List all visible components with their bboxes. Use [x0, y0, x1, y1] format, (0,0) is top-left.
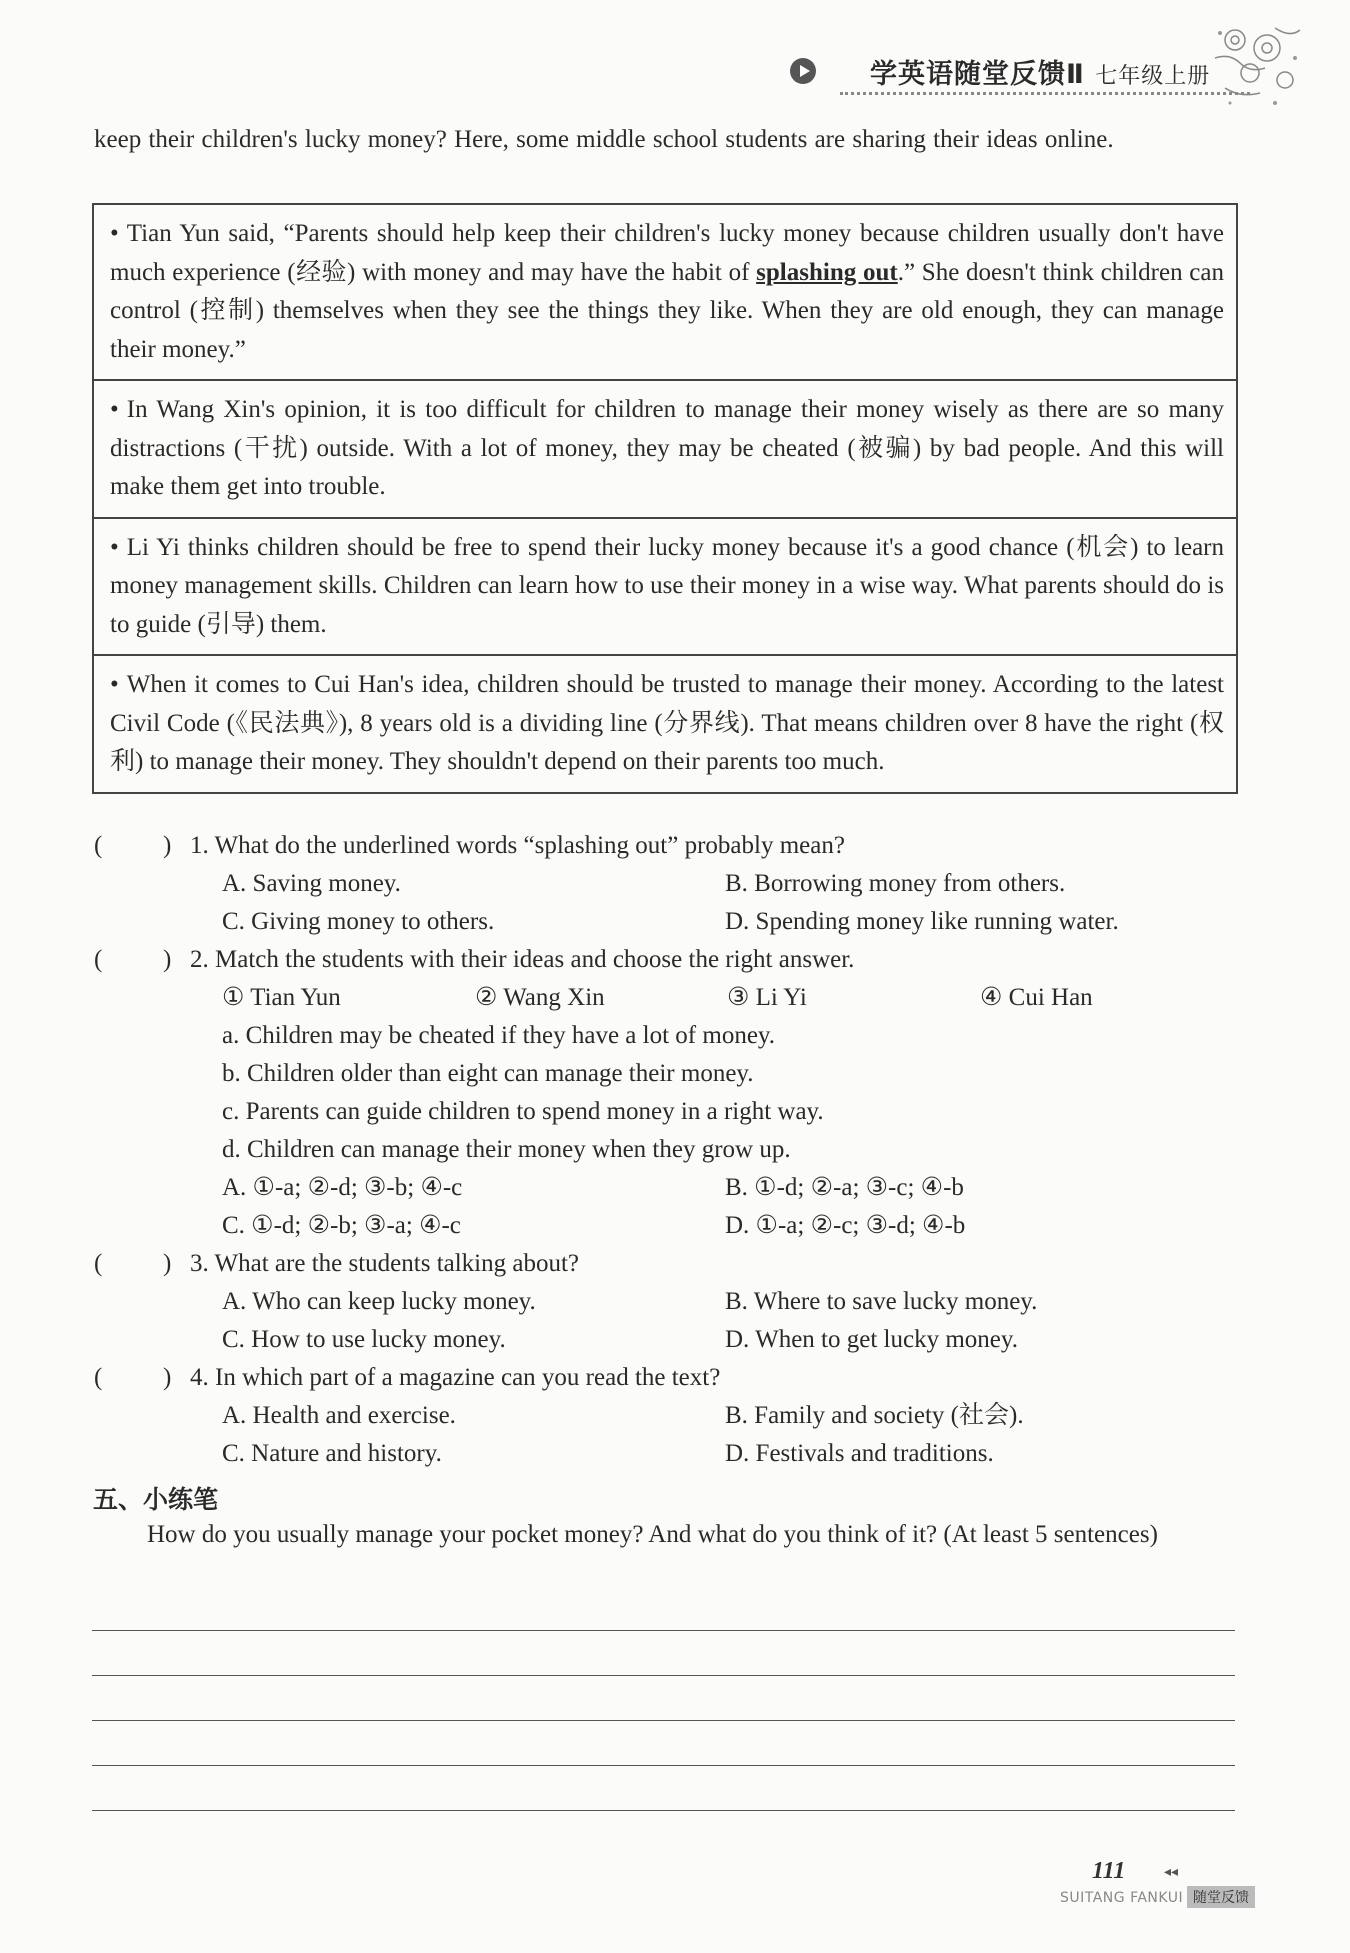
- opinion-tian-yun: [94, 205, 1236, 379]
- answer-paren-open[interactable]: (: [94, 832, 103, 859]
- option-d: D. Festivals and traditions.: [725, 1440, 994, 1467]
- idea-text: a. Children may be cheated if they have a lot of money.: [222, 1022, 776, 1049]
- bullet-icon: •: [110, 671, 119, 698]
- bullet-icon: •: [110, 220, 119, 247]
- opinion-text: In Wang Xin's opinion, it is too difficult for children to manage their money wisely as there are so many distractions (干扰) outside. With a lot of money, they may be cheated (被骗) by bad people. And this will make them get into trouble.: [110, 396, 1224, 500]
- idea-text: d. Children can manage their money when they grow up.: [222, 1136, 791, 1163]
- answer-paren-open[interactable]: (: [94, 1364, 103, 1391]
- option-b: B. ①-d; ②-a; ③-c; ④-b: [725, 1174, 964, 1201]
- footer-tag: 随堂反馈: [1187, 1886, 1255, 1908]
- option-a: A. Saving money.: [222, 870, 401, 897]
- option-d: D. ①-a; ②-c; ③-d; ④-b: [725, 1212, 966, 1239]
- option-d: D. Spending money like running water.: [725, 908, 1119, 935]
- bullet-icon: •: [110, 396, 119, 423]
- option-a: A. Health and exercise.: [222, 1402, 456, 1429]
- footer-brand: SUITANG FANKUI: [1060, 1890, 1184, 1906]
- opinions-box: [92, 203, 1238, 794]
- answer-paren-close: ): [163, 1250, 172, 1277]
- writing-line[interactable]: [92, 1630, 1235, 1631]
- student-name: ② Wang Xin: [475, 984, 605, 1011]
- play-icon: [790, 58, 816, 84]
- idea-text: c. Parents can guide children to spend money in a right way.: [222, 1098, 824, 1125]
- flower-decoration-icon: [1205, 18, 1315, 118]
- opinion-text: Li Yi thinks children should be free to spend their lucky money because it's a good chance (机会) to learn money management skills. Children can learn how to use their money in a wise way. What parents should do is to guide (引导) them.: [110, 533, 1224, 638]
- answer-paren-close: ): [163, 946, 172, 973]
- opinion-cui-han: [94, 654, 1236, 792]
- question-stem: 4. In which part of a magazine can you read the text?: [190, 1364, 721, 1391]
- bullet-icon: •: [110, 533, 119, 561]
- answer-paren-close: ): [163, 832, 172, 859]
- option-c: C. ①-d; ②-b; ③-a; ④-c: [222, 1212, 461, 1239]
- book-title: [870, 52, 1210, 91]
- question-stem: 1. What do the underlined words “splashing out” probably mean?: [190, 832, 845, 859]
- writing-line[interactable]: [92, 1720, 1235, 1721]
- question-stem: 3. What are the students talking about?: [190, 1250, 580, 1277]
- option-c: C. Nature and history.: [222, 1440, 442, 1467]
- opinion-wang-xin: [94, 379, 1236, 517]
- page-number: 111: [1092, 1858, 1126, 1884]
- underlined-phrase: splashing out: [756, 258, 898, 286]
- idea-text: b. Children older than eight can manage their money.: [222, 1060, 754, 1087]
- arrow-left-icon: ◂◂: [1164, 1865, 1179, 1880]
- writing-prompt: How do you usually manage your pocket money? And what do you think of it? (At least 5 sentences): [147, 1521, 1158, 1548]
- option-c: C. Giving money to others.: [222, 908, 495, 935]
- option-c: C. How to use lucky money.: [222, 1326, 506, 1353]
- grade-label: 七年级上册: [1095, 64, 1211, 89]
- option-b: B. Where to save lucky money.: [725, 1288, 1038, 1315]
- option-a: A. Who can keep lucky money.: [222, 1288, 536, 1315]
- writing-line[interactable]: [92, 1810, 1235, 1811]
- option-a: A. ①-a; ②-d; ③-b; ④-c: [222, 1174, 463, 1201]
- student-name: ③ Li Yi: [727, 984, 807, 1011]
- opinion-li-yi: [94, 517, 1236, 655]
- answer-paren-close: ): [163, 1364, 172, 1391]
- option-b: B. Borrowing money from others.: [725, 870, 1066, 897]
- header-divider: [840, 92, 1250, 95]
- opinion-text-before: Tian Yun said, “Parents should help keep their children's lucky money because children usually don't have much experience (经验) with money and may have the habit of: [110, 220, 1224, 286]
- writing-line[interactable]: [92, 1675, 1235, 1676]
- answer-paren-open[interactable]: (: [94, 946, 103, 973]
- student-name: ④ Cui Han: [980, 984, 1093, 1011]
- opinion-text: When it comes to Cui Han's idea, children should be trusted to manage their money. According to the latest Civil Code (《民法典》), 8 years old is a dividing line (分界线). That means children over 8 have the right (权利) to manage their money. They shouldn't depend on their parents too much.: [110, 671, 1224, 775]
- option-d: D. When to get lucky money.: [725, 1326, 1018, 1353]
- student-name: ① Tian Yun: [222, 984, 341, 1011]
- option-b: B. Family and society (社会).: [725, 1402, 1024, 1429]
- section-title: 五、小练笔: [93, 1485, 219, 1514]
- question-stem: 2. Match the students with their ideas and choose the right answer.: [190, 946, 855, 973]
- answer-paren-open[interactable]: (: [94, 1250, 103, 1277]
- writing-line[interactable]: [92, 1765, 1235, 1766]
- intro-text: keep their children's lucky money? Here, some middle school students are sharing their ideas online.: [94, 126, 1114, 153]
- book-title-text: 学英语随堂反馈Ⅱ: [870, 59, 1085, 90]
- opinion-text-after: .” She doesn't think children can control (控制) themselves when they see the things they like. When they are old enough, they can manage their money.”: [110, 258, 1224, 363]
